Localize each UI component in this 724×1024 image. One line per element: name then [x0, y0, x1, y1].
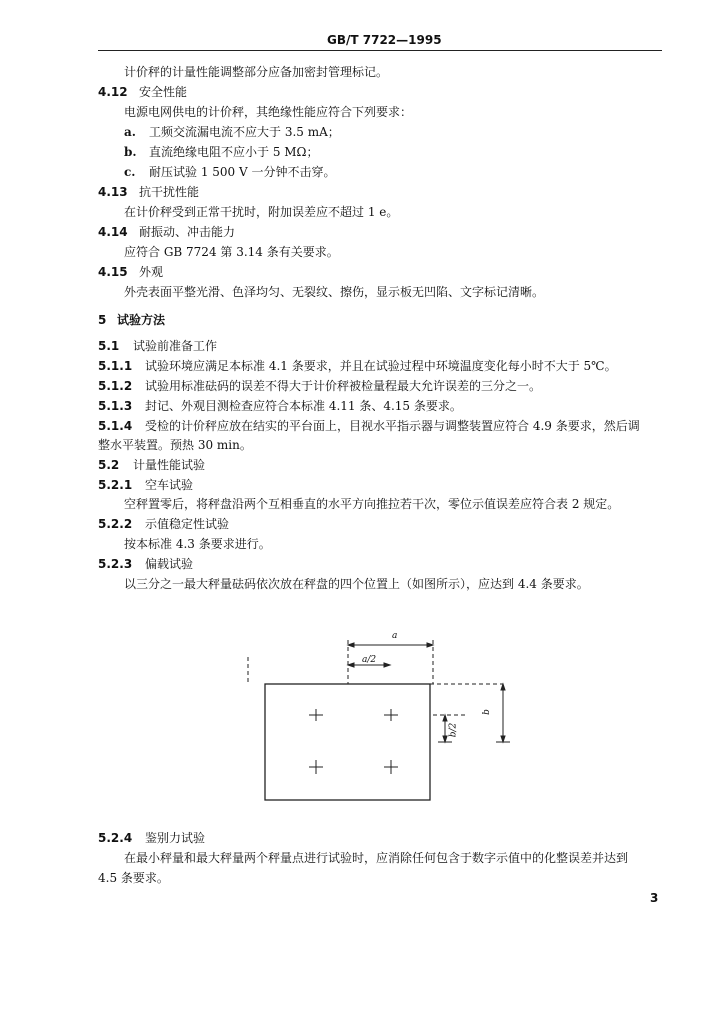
list-label: a.: [124, 125, 136, 139]
section-number: 4.14: [98, 225, 128, 239]
paragraph-continuation: 整水平装置。预热 30 min。: [98, 438, 252, 452]
header-rule: [98, 50, 662, 51]
list-item: 工频交流漏电流不应大于 3.5 mA；: [149, 125, 340, 139]
section-title: 外观: [139, 265, 164, 279]
page-number: 3: [650, 891, 659, 905]
section-number: 5.1.3: [98, 399, 133, 413]
paragraph: 电源电网供电的计价秤，其绝缘性能应符合下列要求：: [124, 105, 413, 119]
dimension-label-a: a: [392, 631, 398, 641]
section-number: 5.2: [98, 458, 120, 472]
section-number: 4.15: [98, 265, 128, 279]
paragraph: 试验环境应满足本标准 4.1 条要求，并且在试验过程中环境温度变化每小时不大于 5℃。: [145, 359, 617, 373]
section-number: 5.1: [98, 339, 120, 353]
section-title: 试验方法: [117, 313, 166, 327]
section-number: 5.1.2: [98, 379, 133, 393]
paragraph: 外壳表面平整光滑、色泽均匀、无裂纹、擦伤，显示板无凹陷、文字标记清晰。: [124, 285, 545, 299]
list-item: 耐压试验 1 500 V 一分钟不击穿。: [149, 165, 336, 179]
section-title: 鉴别力试验: [145, 831, 206, 845]
paragraph: 空秤置零后，将秤盘沿两个互相垂直的水平方向推拉若干次，零位示值误差应符合表 2 规定。: [124, 497, 620, 511]
list-item: 直流绝缘电阻不应小于 5 MΩ；: [149, 145, 319, 159]
dimension-label-a-half: a/2: [362, 655, 377, 665]
section-number: 5.1.1: [98, 359, 133, 373]
dimension-label-b-half: b/2: [448, 722, 459, 738]
section-number: 5.1.4: [98, 419, 133, 433]
paragraph-continuation: 4.5 条要求。: [98, 871, 169, 885]
dimension-label-b: b: [481, 709, 492, 715]
paragraph: 按本标准 4.3 条要求进行。: [124, 537, 271, 551]
paragraph: 计价秤的计量性能调整部分应备加密封管理标记。: [124, 65, 389, 79]
section-number: 4.12: [98, 85, 128, 99]
paragraph: 试验用标准砝码的误差不得大于计价秤被检量程最大允许误差的三分之一。: [145, 379, 542, 393]
section-number: 4.13: [98, 185, 128, 199]
section-title: 计量性能试验: [133, 458, 206, 472]
standard-code: GB/T 7722—1995: [327, 33, 442, 47]
paragraph: 受检的计价秤应放在结实的平台面上，目视水平指示器与调整装置应符合 4.9 条要求，然后调: [145, 419, 640, 433]
section-number: 5.2.1: [98, 478, 133, 492]
section-title: 试验前准备工作: [133, 339, 218, 353]
section-title: 耐振动、冲击能力: [139, 225, 236, 239]
paragraph: 封记、外观目测检查应符合本标准 4.11 条、4.15 条要求。: [145, 399, 462, 413]
section-number: 5.2.3: [98, 557, 133, 571]
section-title: 安全性能: [139, 85, 188, 99]
paragraph: 应符合 GB 7724 第 3.14 条有关要求。: [124, 245, 339, 259]
paragraph: 以三分之一最大秤量砝码依次放在秤盘的四个位置上（如图所示），应达到 4.4 条要求。: [124, 577, 589, 591]
section-title: 偏载试验: [145, 557, 194, 571]
list-label: c.: [124, 165, 136, 179]
section-number: 5.2.4: [98, 831, 133, 845]
section-title: 空车试验: [145, 478, 194, 492]
paragraph: 在最小秤量和最大秤量两个秤量点进行试验时，应消除任何包含于数字示值中的化整误差并达到: [124, 851, 629, 865]
section-number: 5: [98, 313, 107, 327]
section-title: 示值稳定性试验: [145, 517, 230, 531]
section-title: 抗干扰性能: [139, 185, 200, 199]
paragraph: 在计价秤受到正常干扰时，附加误差应不超过 1 e。: [124, 205, 399, 219]
section-number: 5.2.2: [98, 517, 133, 531]
list-label: b.: [124, 145, 137, 159]
